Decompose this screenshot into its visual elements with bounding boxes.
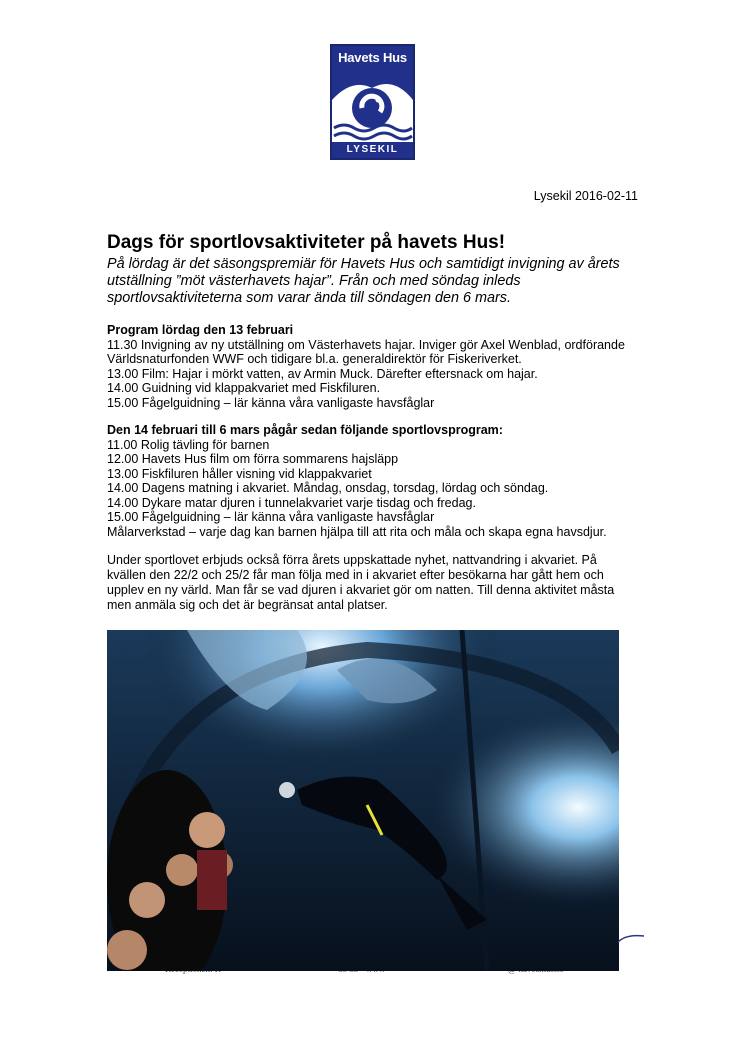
program-item: 15.00 Fågelguidning – lär känna våra vanligaste havsfåglar bbox=[107, 395, 435, 410]
program-sportlov-heading: Den 14 februari till 6 mars pågår sedan följande sportlovsprogram: bbox=[107, 423, 503, 437]
aquarium-diver-photo bbox=[107, 630, 619, 971]
program-saturday bbox=[107, 323, 647, 410]
aquarium-scene-image bbox=[107, 630, 619, 971]
lead-paragraph: På lördag är det säsongspremiär för Havets Hus och samtidigt invigning av årets utställning ”möt västerhavets hajar”. Från och med söndag inleds sportlovsaktiviteterna som varar ända till söndagen den 6 mars. bbox=[107, 256, 620, 306]
program-item: 13.00 Fiskfiluren håller visning vid klappakvariet bbox=[107, 466, 372, 481]
program-sportlov bbox=[107, 423, 647, 539]
program-item: 11.30 Invigning av ny utställning om Västerhavets hajar. Inviger gör Axel Wenblad, ordförande bbox=[107, 337, 625, 352]
program-item: 11.00 Rolig tävling för barnen bbox=[107, 437, 270, 452]
program-item: 14.00 Guidning vid klappakvariet med Fiskfiluren. bbox=[107, 381, 381, 395]
program-item: 12.00 Havets Hus film om förra sommarens hajsläpp bbox=[107, 452, 399, 466]
program-item: Målarverkstad – varje dag kan barnen hjälpa till att rita och måla och skapa egna havsdjur. bbox=[107, 524, 607, 539]
logo-subtitle: LYSEKIL bbox=[346, 144, 399, 155]
logo-title: Havets Hus bbox=[338, 50, 407, 65]
program-saturday-heading: Program lördag den 13 februari bbox=[107, 323, 294, 337]
document-date: Lysekil 2016-02-11 bbox=[533, 189, 638, 203]
program-item: 13.00 Film: Hajar i mörkt vatten, av Armin Muck. Därefter eftersnack om hajar. bbox=[107, 366, 538, 381]
program-item: 14.00 Dagens matning i akvariet. Måndag, onsdag, torsdag, lördag och söndag. bbox=[107, 481, 549, 495]
program-item: Världsnaturfonden WWF och tidigare bl.a. generaldirektör för Fiskeriverket. bbox=[107, 352, 522, 366]
havets-hus-logo bbox=[330, 44, 415, 160]
fish-wave-icon bbox=[332, 70, 413, 142]
signature-stroke-icon bbox=[616, 930, 646, 946]
headline: Dags för sportlovsaktiviteter på havets Hus! bbox=[107, 232, 506, 253]
program-item: 15.00 Fågelguidning – lär känna våra vanligaste havsfåglar bbox=[107, 510, 435, 524]
night-walk-paragraph: Under sportlovet erbjuds också förra årets uppskattade nyhet, nattvandring i akvariet. På kvällen den 22/2 och 25/2 får man följa med in i akvariet efter besökarna har gått hem och upplev en ny värld. Man får se vad djuren i akvariet gör om natten. Till denna aktivitet måsta men anmäla sig och det är begränsat antal platser. bbox=[107, 553, 615, 612]
program-item: 14.00 Dykare matar djuren i tunnelakvariet varje tisdag och fredag. bbox=[107, 495, 476, 510]
